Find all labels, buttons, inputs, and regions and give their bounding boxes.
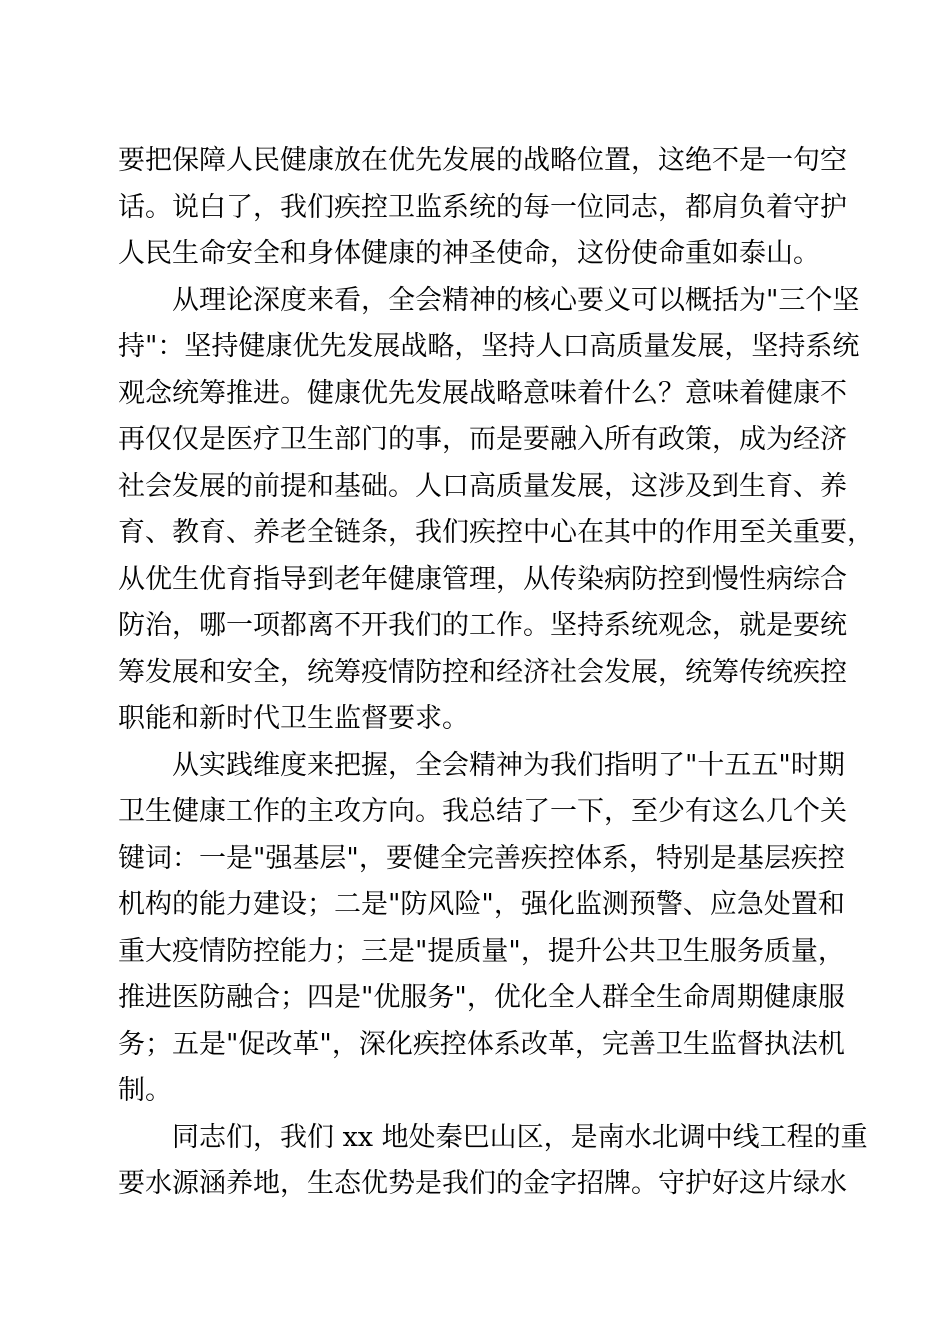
text-line: 防治，哪一项都离不开我们的工作。坚持系统观念，就是要统 bbox=[118, 610, 847, 641]
text-line: 从实践维度来把握，全会精神为我们指明了"十五五"时期 bbox=[172, 749, 845, 781]
body-text bbox=[118, 138, 874, 1208]
text-line: 推进医防融合；四是"优服务"，优化全人群全生命周期健康服 bbox=[118, 982, 845, 1013]
text-line: 要水源涵养地，生态优势是我们的金字招牌。守护好这片绿水 bbox=[118, 1168, 847, 1199]
text-line: 机构的能力建设；二是"防风险"，强化监测预警、应急处置和 bbox=[118, 889, 845, 920]
text-line: 话。说白了，我们疾控卫监系统的每一位同志，都肩负着守护 bbox=[118, 191, 847, 223]
text-line: 社会发展的前提和基础。人口高质量发展，这涉及到生育、养 bbox=[118, 470, 847, 502]
text-line: 人民生命安全和身体健康的神圣使命，这份使命重如泰山。 bbox=[118, 238, 820, 269]
text-line: 卫生健康工作的主攻方向。我总结了一下，至少有这么几个关 bbox=[118, 796, 847, 827]
text-line: 育、教育、养老全链条，我们疾控中心在其中的作用至关重要， bbox=[118, 517, 874, 548]
text-line: 要把保障人民健康放在优先发展的战略位置，这绝不是一句空 bbox=[118, 145, 847, 176]
text-line: 从理论深度来看，全会精神的核心要义可以概括为"三个坚 bbox=[172, 284, 860, 316]
text-line: 观念统筹推进。健康优先发展战略意味着什么？意味着健康不 bbox=[118, 377, 847, 409]
text-line: 筹发展和安全，统筹疫情防控和经济社会发展，统筹传统疾控 bbox=[118, 656, 847, 688]
text-line: 重大疫情防控能力；三是"提质量"，提升公共卫生服务质量， bbox=[118, 935, 845, 967]
text-line: 键词：一是"强基层"，要健全完善疾控体系，特别是基层疾控 bbox=[118, 842, 845, 874]
text-line: 再仅仅是医疗卫生部门的事，而是要融入所有政策，成为经济 bbox=[118, 424, 847, 455]
text-line: 职能和新时代卫生监督要求。 bbox=[118, 703, 469, 734]
text-line: 同志们，我们 xx 地处秦巴山区，是南水北调中线工程的重 bbox=[172, 1121, 868, 1153]
text-line: 持"：坚持健康优先发展战略，坚持人口高质量发展，坚持系统 bbox=[118, 331, 860, 362]
text-line: 从优生优育指导到老年健康管理，从传染病防控到慢性病综合 bbox=[118, 563, 847, 595]
text-line: 务；五是"促改革"，深化疾控体系改革，完善卫生监督执法机 bbox=[118, 1028, 845, 1060]
text-line: 制。 bbox=[118, 1075, 172, 1106]
